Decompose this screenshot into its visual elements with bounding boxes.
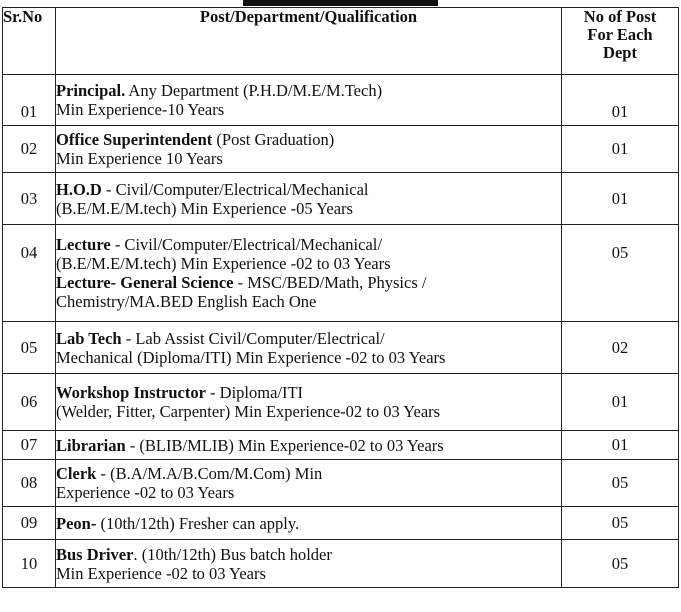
row-sr-no: 03 — [3, 173, 56, 225]
desc-line — [56, 180, 561, 199]
post-detail: Experience -02 to 03 Years — [56, 483, 235, 502]
desc-line — [56, 545, 561, 564]
post-detail: Chemistry/MA.BED English Each One — [56, 292, 317, 311]
desc-line — [56, 329, 561, 348]
table-header-row — [3, 8, 679, 75]
row-description — [56, 225, 562, 322]
header-post-department: Post/Department/Qualification — [56, 8, 562, 75]
row-sr-no: 07 — [3, 431, 56, 460]
row-post-count: 05 — [562, 225, 679, 322]
post-title: Librarian — [56, 435, 126, 455]
desc-line — [56, 292, 561, 311]
row-description — [56, 173, 562, 225]
post-detail: Min Experience -02 to 03 Years — [56, 563, 266, 583]
post-title: Peon- — [56, 513, 97, 533]
row-post-count: 01 — [562, 75, 679, 126]
desc-line — [56, 436, 561, 455]
header-no-of-post — [562, 8, 679, 75]
row-sr-no: 05 — [3, 322, 56, 374]
row-sr-no: 04 — [3, 225, 56, 322]
table-row — [3, 431, 679, 460]
header-sr-no: Sr.No — [3, 8, 56, 75]
post-title: Bus Driver — [56, 544, 134, 564]
post-detail: - Civil/Computer/Electrical/Mechanical/ — [110, 235, 382, 254]
post-detail: - Lab Assist Civil/Computer/Electrical/ — [121, 328, 385, 348]
header-count-line: No of Post — [583, 7, 657, 26]
table-row — [3, 173, 679, 225]
table-row — [3, 225, 679, 322]
desc-line — [56, 149, 561, 168]
table-row — [3, 507, 679, 540]
desc-line — [56, 235, 561, 254]
desc-line — [56, 130, 561, 149]
row-post-count: 05 — [562, 460, 679, 507]
post-title: Clerk — [56, 464, 97, 483]
row-description — [56, 460, 562, 507]
post-detail: Any Department (P.H.D/M.E/M.Tech) — [125, 81, 383, 100]
post-detail: - MSC/BED/Math, Physics / — [233, 273, 427, 292]
row-sr-no: 01 — [3, 75, 56, 126]
row-sr-no: 09 — [3, 507, 56, 540]
table-row — [3, 460, 679, 507]
table-row — [3, 75, 679, 126]
post-detail: - (B.A/M.A/B.Com/M.Com) Min — [96, 464, 323, 483]
row-post-count: 01 — [562, 126, 679, 173]
post-detail: (B.E/M.E/M.tech) Min Experience -05 Years — [56, 198, 353, 218]
header-count-line: For Each — [587, 25, 653, 44]
desc-line — [56, 402, 561, 421]
post-detail: (B.E/M.E/M.tech) Min Experience -02 to 03 Years — [56, 254, 391, 273]
post-detail: Mechanical (Diploma/ITI) Min Experience -02 to 03 Years — [56, 347, 446, 367]
desc-line — [56, 464, 561, 483]
post-title: Lab Tech — [56, 328, 122, 348]
row-description — [56, 507, 562, 540]
desc-line — [56, 348, 561, 367]
table-row — [3, 126, 679, 173]
desc-line — [56, 254, 561, 273]
row-post-count: 02 — [562, 322, 679, 374]
desc-line — [56, 514, 561, 533]
post-title: Lecture- General Science — [56, 273, 234, 292]
post-detail: - Diploma/ITI — [205, 383, 304, 402]
desc-line — [56, 273, 561, 292]
post-title: Office Superintendent — [56, 130, 213, 149]
row-post-count: 05 — [562, 540, 679, 588]
table-row — [3, 540, 679, 588]
row-description — [56, 322, 562, 374]
desc-line — [56, 383, 561, 402]
desc-line — [56, 199, 561, 218]
post-title: Workshop Instructor — [56, 383, 206, 402]
row-sr-no: 08 — [3, 460, 56, 507]
header-count-line: Dept — [603, 43, 637, 62]
table-row — [3, 374, 679, 431]
vacancy-table — [2, 7, 679, 588]
row-description — [56, 540, 562, 588]
desc-line — [56, 81, 561, 100]
post-title: H.O.D — [56, 179, 102, 199]
header-bar-decoration — [243, 0, 438, 6]
row-sr-no: 10 — [3, 540, 56, 588]
desc-line — [56, 100, 561, 119]
desc-line — [56, 483, 561, 502]
row-post-count: 01 — [562, 374, 679, 431]
post-title: Lecture — [56, 235, 111, 254]
post-detail: Min Experience-10 Years — [56, 100, 225, 119]
row-sr-no: 02 — [3, 126, 56, 173]
row-description — [56, 75, 562, 126]
table-row — [3, 322, 679, 374]
post-detail: (Post Graduation) — [212, 130, 335, 149]
post-detail: - Civil/Computer/Electrical/Mechanical — [101, 179, 369, 199]
row-post-count: 01 — [562, 431, 679, 460]
row-description — [56, 126, 562, 173]
post-detail: (Welder, Fitter, Carpenter) Min Experience-02 to 03 Years — [56, 402, 441, 421]
row-description — [56, 431, 562, 460]
post-detail: - (BLIB/MLIB) Min Experience-02 to 03 Years — [125, 435, 444, 455]
desc-line — [56, 564, 561, 583]
row-post-count: 05 — [562, 507, 679, 540]
row-post-count: 01 — [562, 173, 679, 225]
post-detail: . (10th/12th) Bus batch holder — [133, 544, 332, 564]
row-sr-no: 06 — [3, 374, 56, 431]
post-detail: (10th/12th) Fresher can apply. — [96, 513, 300, 533]
row-description — [56, 374, 562, 431]
post-title: Principal. — [56, 81, 126, 100]
post-detail: Min Experience 10 Years — [56, 149, 223, 168]
